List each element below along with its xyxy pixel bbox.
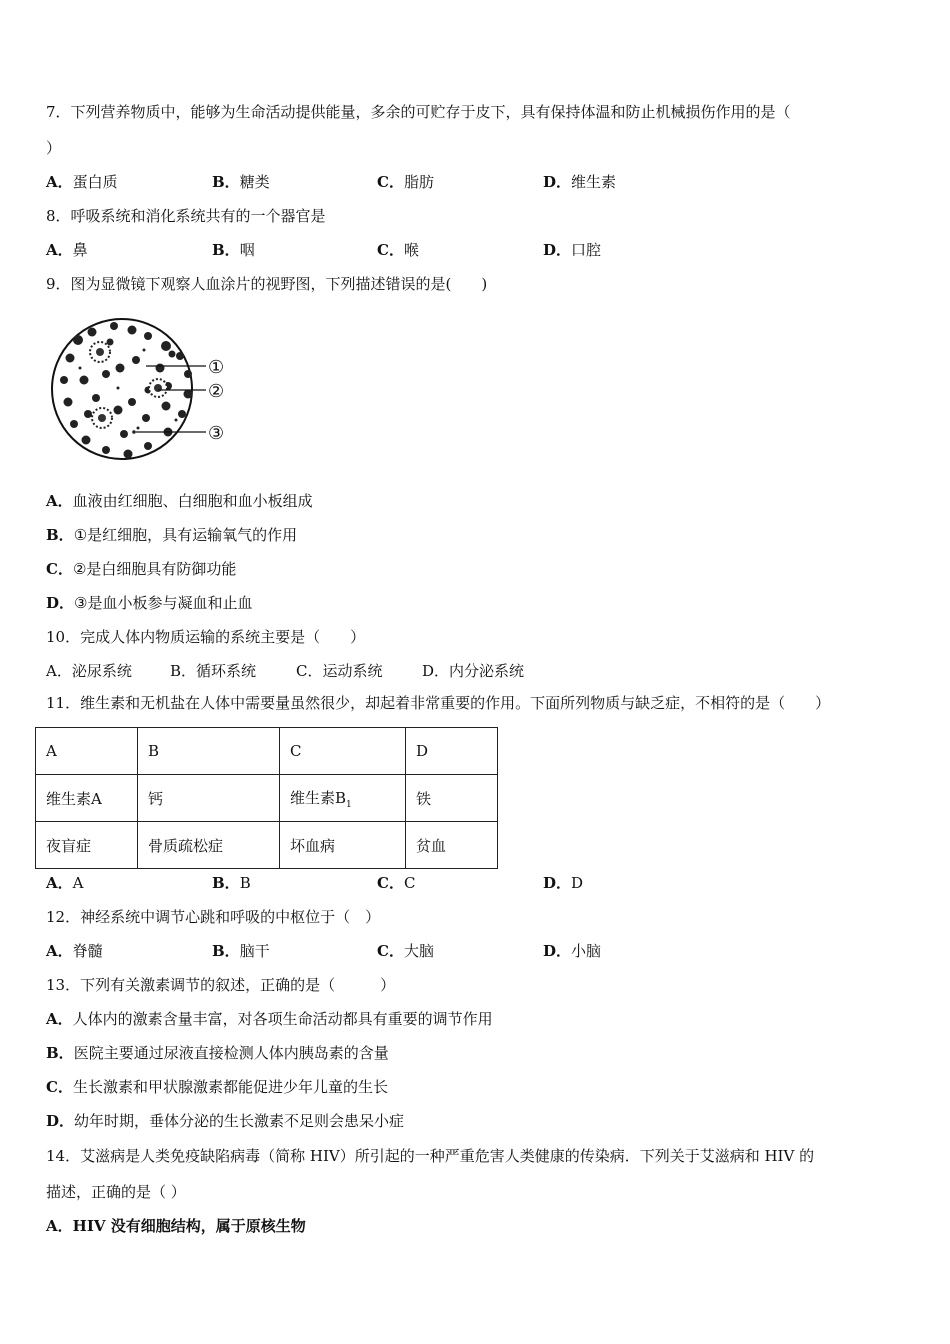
- option-text: 脑干: [239, 942, 270, 960]
- option-text: ②是白细胞具有防御功能: [72, 560, 237, 578]
- option-key: A．: [46, 662, 72, 680]
- option-text: ③是血小板参与凝血和止血: [74, 594, 253, 612]
- table-cell: B: [138, 728, 280, 775]
- figure-label-1: ①: [208, 357, 225, 378]
- option-text: 生长激素和甲状腺激素都能促进少年儿童的生长: [72, 1078, 388, 1096]
- option-text: 口腔: [571, 241, 602, 259]
- option-key: C．: [296, 662, 323, 680]
- option-key: C．: [377, 874, 404, 892]
- option-key: C．: [46, 560, 73, 578]
- table-cell: D: [406, 728, 498, 775]
- option-key: B．: [212, 173, 240, 191]
- option-text: 人体内的激素含量丰富，对各项生命活动都具有重要的调节作用: [72, 1010, 493, 1028]
- q10-stem: 10．完成人体内物质运输的系统主要是（ ）: [46, 628, 366, 646]
- table-cell: [280, 775, 406, 822]
- option-key: A．: [46, 173, 73, 191]
- option-key: D．: [46, 594, 75, 612]
- option-key: C．: [377, 942, 404, 960]
- option-text: C: [403, 874, 416, 892]
- q7-stem: 7．下列营养物质中，能够为生命活动提供能量，多余的可贮存于皮下，具有保持体温和防止机械损伤作用的是（: [46, 103, 791, 121]
- q12-stem: 12．神经系统中调节心跳和呼吸的中枢位于（ ）: [46, 908, 381, 926]
- option-text: 糖类: [239, 173, 270, 191]
- q14-stem: 14．艾滋病是人类免疫缺陷病毒（简称 HIV）所引起的一种严重危害人类健康的传染病．下列关于艾滋病和 HIV 的: [46, 1147, 815, 1165]
- table-cell: 贫血: [406, 822, 498, 869]
- option-key: D．: [543, 173, 572, 191]
- table-cell: 铁: [406, 775, 498, 822]
- q10-option-a[interactable]: [46, 661, 132, 681]
- option-key: A．: [46, 1010, 73, 1028]
- option-key: A．: [46, 942, 73, 960]
- q13-option-d[interactable]: [46, 1111, 404, 1131]
- q11-stem: 11．维生素和无机盐在人体中需要量虽然很少，却起着非常重要的作用。下面所列物质与缺乏症，不相符的是（ ）: [46, 694, 831, 712]
- option-key: B．: [46, 1044, 74, 1062]
- option-key: A．: [46, 1217, 73, 1235]
- option-key: D．: [543, 241, 572, 259]
- q12-option-b[interactable]: [212, 941, 270, 961]
- option-key: B．: [212, 942, 240, 960]
- option-key: D．: [543, 942, 572, 960]
- figure-label-3: ③: [208, 423, 225, 444]
- option-key: D．: [46, 1112, 75, 1130]
- option-key: B．: [212, 241, 240, 259]
- option-text: 医院主要通过尿液直接检测人体内胰岛素的含量: [73, 1044, 389, 1062]
- option-key: B．: [46, 526, 74, 544]
- q12-option-c[interactable]: [377, 941, 434, 961]
- table-row: [36, 775, 498, 822]
- option-key: C．: [377, 241, 404, 259]
- option-text: 喉: [403, 241, 419, 259]
- option-text: HIV 没有细胞结构，属于原核生物: [72, 1217, 306, 1235]
- q13-option-c[interactable]: [46, 1077, 388, 1097]
- q13-option-b[interactable]: [46, 1043, 389, 1063]
- q8-stem: 8．呼吸系统和消化系统共有的一个器官是: [46, 207, 326, 225]
- q9-stem: 9．图为显微镜下观察人血涂片的视野图，下列描述错误的是( ): [46, 275, 488, 293]
- option-text: 小脑: [571, 942, 602, 960]
- option-text: 咽: [239, 241, 255, 259]
- option-text: 血液由红细胞、白细胞和血小板组成: [72, 492, 313, 510]
- option-key: D．: [422, 662, 450, 680]
- table-cell: 骨质疏松症: [138, 822, 280, 869]
- option-text: 大脑: [403, 942, 434, 960]
- q14-option-a[interactable]: [46, 1216, 306, 1236]
- table-cell: 坏血病: [280, 822, 406, 869]
- option-key: C．: [46, 1078, 73, 1096]
- q7-option-d[interactable]: [543, 172, 616, 192]
- option-text: B: [239, 874, 251, 892]
- vitamin-mineral-table: [35, 727, 498, 869]
- q8-option-a[interactable]: [46, 240, 88, 260]
- option-text: 蛋白质: [72, 173, 118, 191]
- table-cell: 夜盲症: [36, 822, 138, 869]
- q7-option-a[interactable]: [46, 172, 118, 192]
- option-text: 脂肪: [403, 173, 434, 191]
- option-text: D: [571, 874, 584, 892]
- figure-label-2: ②: [208, 381, 225, 402]
- option-key: B．: [170, 662, 197, 680]
- table-cell: 维生素A: [36, 775, 138, 822]
- option-text: 幼年时期，垂体分泌的生长激素不足则会患呆小症: [74, 1112, 405, 1130]
- q11-option-d[interactable]: [543, 873, 583, 893]
- q7-option-c[interactable]: [377, 172, 434, 192]
- table-row: [36, 822, 498, 869]
- q9-option-a[interactable]: [46, 491, 313, 511]
- q9-option-c[interactable]: [46, 559, 236, 579]
- q7-stem-end: ）: [46, 139, 62, 157]
- table-cell: A: [36, 728, 138, 775]
- q9-option-d[interactable]: [46, 593, 252, 613]
- q7-option-b[interactable]: [212, 172, 270, 192]
- q12-option-a[interactable]: [46, 941, 103, 961]
- q9-option-b[interactable]: [46, 525, 297, 545]
- q11-option-b[interactable]: [212, 873, 251, 893]
- option-text: 循环系统: [196, 662, 257, 680]
- blood-smear-diagram: [48, 310, 238, 468]
- option-text: 内分泌系统: [449, 662, 525, 680]
- cell-text: 维生素B: [290, 788, 347, 807]
- table-row: [36, 728, 498, 775]
- option-key: A．: [46, 492, 73, 510]
- table-cell: C: [280, 728, 406, 775]
- option-key: C．: [377, 173, 404, 191]
- blood-smear-figure: [48, 310, 238, 472]
- option-text: ①是红细胞，具有运输氧气的作用: [73, 526, 298, 544]
- q11-option-a[interactable]: [46, 873, 83, 893]
- q14-stem-2: 描述，正确的是（ ）: [46, 1183, 186, 1201]
- option-text: 鼻: [72, 241, 88, 259]
- q10-option-b[interactable]: [170, 661, 256, 681]
- option-key: A．: [46, 874, 73, 892]
- q11-option-c[interactable]: [377, 873, 415, 893]
- q8-option-c[interactable]: [377, 240, 419, 260]
- q8-option-b[interactable]: [212, 240, 255, 260]
- option-text: A: [72, 874, 84, 892]
- option-text: 运动系统: [322, 662, 383, 680]
- q8-option-d[interactable]: [543, 240, 601, 260]
- option-key: B．: [212, 874, 240, 892]
- option-key: D．: [543, 874, 572, 892]
- subscript: 1: [346, 799, 352, 810]
- q12-option-d[interactable]: [543, 941, 601, 961]
- q13-option-a[interactable]: [46, 1009, 493, 1029]
- option-text: 维生素: [571, 173, 617, 191]
- option-text: 泌尿系统: [71, 662, 132, 680]
- q13-stem: 13．下列有关激素调节的叙述，正确的是（ ）: [46, 976, 396, 994]
- q10-option-c[interactable]: [296, 661, 383, 681]
- option-text: 脊髓: [72, 942, 103, 960]
- table-cell: 钙: [138, 775, 280, 822]
- option-key: A．: [46, 241, 73, 259]
- q10-option-d[interactable]: [422, 661, 524, 681]
